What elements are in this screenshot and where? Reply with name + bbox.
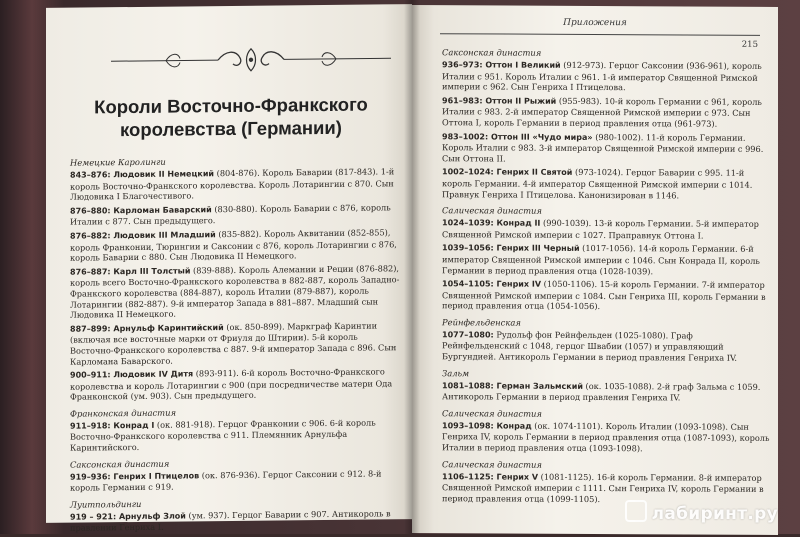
left-page [46, 4, 412, 534]
section-heading: Луитпольдинги [70, 498, 142, 510]
section-heading: Франконская династия [70, 407, 177, 419]
ruler-entry [442, 420, 772, 455]
entry-text: (1017-1056). 14-й король Германии. 6-й император Священной Римской империи с 1046. Сын Конрада II, король Германии в период правления отца (1028-1039). [442, 243, 760, 276]
left-column [70, 154, 402, 537]
ruler-entry [442, 217, 772, 241]
entry-heading: 843–876: Людовик II Немецкий [70, 169, 215, 180]
entry-text: (ок. 881-918). Герцог Франконии с 906. 6-й король Восточно-Франкского королевства с 911. Племянник Арнульфа Каринтийского. [70, 417, 376, 453]
ruler-entry [442, 167, 772, 202]
entry-text: (973-1024). Герцог Баварии с 995. 11-й король Германии. 4-й император Священной Римской империи с 1014. Правнук Генриха I Птицелова. Канонизирован в 1146. [442, 167, 753, 200]
entry-text: (980-1002). 11-й король Германии. Король Италии с 983. 3-й император Священной Римской империи с 996. Сын Оттона II. [442, 131, 764, 164]
entry-text: (955-983). 10-й король Германии с 961, король Италии с 983. 2-й император Священной Римской империи с 973. Сын Оттона I, король Германии в период правления отца (961-973). [442, 95, 762, 129]
section-heading: Немецкие Каролинги [70, 156, 166, 168]
page-number: 215 [741, 39, 758, 50]
entry-text: (ок. 1035-1088). 2-й граф Зальма с 1059. Антикороль Германии в период правления Генриха IV. [442, 380, 761, 403]
running-head-title: Приложения [563, 17, 627, 29]
entry-heading: 1106–1125: Генрих V [442, 471, 539, 482]
ruler-entry [70, 227, 402, 263]
section-heading: Саксонская династия [70, 458, 170, 470]
section-heading: Салическая династия [442, 205, 542, 216]
entry-heading: 1002–1024: Генрих II Святой [442, 167, 573, 178]
entry-text: (ок. 1074-1101). Король Италии (1093-1098). Сын Генриха IV, король Германии в период правления отца (1087-1093), король Италии в период правления отца (1093-1098). [442, 420, 770, 454]
section-heading: Салическая династия [442, 458, 542, 470]
entry-text: (ум. 937). Герцог Баварии с 907. Антикороль в правлении Генриха I. [70, 508, 391, 534]
ruler-entry [70, 202, 402, 228]
section-heading: Рейнфельденская [442, 317, 521, 328]
entry-heading: 900–911: Людовик IV Дитя [70, 369, 194, 380]
entry-text: (835-882). Король Аквитании (852-855), король Франконии, Тюрингии и Саксонии с 876, король Лотарингии с 876, король Баварии с 880. Сын Людовика II Немецкого. [70, 227, 397, 263]
entry-heading: 936–973: Оттон I Великий [442, 60, 561, 70]
entry-heading: 911–918: Конрад I [70, 420, 155, 431]
ruler-entry [442, 329, 772, 364]
entry-text: (1081-1125). 16-й король Германии. 8-й император Священной Римской империи с 1111. Сын Генриха IV, король Германии в период правления отца (1099-1105). [442, 471, 764, 504]
entry-heading: 1024–1039: Конрад II [442, 218, 541, 228]
watermark-text: лабиринт.ру [651, 504, 778, 524]
ruler-entry [70, 417, 402, 453]
right-column [442, 47, 772, 508]
entry-text: (990-1039). 13-й король Германии. 5-й император Священной Римской империи с 1027. Праправнук Оттона I. [442, 217, 759, 241]
entry-heading: 876–887: Карл III Толстый [70, 266, 191, 277]
ruler-entry [442, 59, 772, 94]
right-page [412, 5, 778, 535]
ruler-entry [70, 508, 402, 534]
entry-heading: 876–880: Карломан Баварский [70, 204, 212, 216]
entry-text: (830-880). Король Баварии с 876, король Италии с 877. Сын предыдущего. [70, 202, 391, 228]
ruler-entry [442, 95, 772, 130]
book-gutter [404, 0, 420, 534]
entry-text: (ок. 876-936). Герцог Саксонии с 912. 8-й король Германии с 919. [70, 468, 382, 493]
entry-heading: 919 – 921: Арнульф Злой [70, 511, 186, 522]
entry-heading: 983–1002: Оттон III «Чудо мира» [442, 131, 593, 142]
ruler-entry [442, 278, 772, 313]
ruler-entry [70, 366, 402, 402]
entry-heading: 1081–1088: Герман Зальмский [442, 380, 583, 391]
entry-heading: 961–983: Оттон II Рыжий [442, 95, 557, 106]
watermark [625, 500, 778, 524]
ruler-entry [70, 468, 402, 494]
ruler-entry [70, 263, 402, 320]
entry-text: Рудольф фон Рейнфельден (1025-1080). Граф Рейнфельденский с 1048, герцог Швабии (1057) и управляющий Бургундией. Антикороль Германии в период правления Генриха IV. [442, 329, 738, 363]
entry-heading: 919–936: Генрих I Птицелов [70, 470, 200, 482]
section-heading: Саксонская династия [442, 47, 542, 58]
entry-heading: 1054–1105: Генрих IV [442, 279, 542, 289]
ruler-entry [70, 166, 402, 202]
running-head [412, 17, 778, 35]
entry-text: (839-888). Король Алемании и Реции (876-882), король всего Восточно-Франкского королевства в 882-887, король Западно-Франкского королевства (884-887), король Италии (879-887), король Лотарингии (882-887). 9-й император Запада в 881–887. Младший сын Людовика II Немецкого. [70, 262, 400, 320]
entry-heading: 1093–1098: Конрад [442, 421, 532, 431]
ornament-divider [106, 44, 396, 75]
ruler-entry [442, 380, 772, 404]
entry-text: (912-973). Герцог Саксонии (936-961), король Италии с 951. Король Италии с 961. 1-й император Священной Римской империи с 962. Сын Генриха I Птицелова. [442, 59, 762, 93]
entry-text: (893-911). 6-й король Восточно-Франкского королевства и король Лотарингии с 900 (при посредничестве матери Ода Франконской (ум. 903). Сын предыдущего. [70, 366, 393, 402]
entry-heading: 876–882: Людовик III Младший [70, 230, 216, 241]
page-title: Короли Восточно-Франкского королевства (Германии) [94, 93, 368, 141]
entry-text: (1050-1106). 15-й король Германии. 7-й император Священной Римской империи с 1084. Сын Генриха III, король Германии в период правления отца (1054-1056). [442, 278, 766, 312]
header-rule [440, 33, 760, 36]
entry-text: (804-876). Король Баварии (817-843). 1-й король Восточно-Франкского королевства. Король Лотарингии с 870. Сын Людовика I Благочестивого. [70, 166, 395, 202]
labirint-logo-icon [625, 500, 647, 522]
section-heading: Зальм [442, 367, 470, 378]
ruler-entry [442, 131, 772, 166]
entry-text: (ок. 850-899). Маркграф Каринтии (включая все восточные марки от Фриуля до Штирии). 5-й король Восточно-Франкского королевства с 887. 9-й император Запада с 896. Сын Карломана Баварского. [70, 320, 397, 367]
entry-heading: 1077–1080: [442, 330, 494, 340]
ruler-entry [70, 320, 402, 367]
entry-heading: 1039–1056: Генрих III Черный [442, 243, 580, 254]
entry-heading: 887–899: Арнульф Каринтийский [70, 322, 224, 334]
ruler-entry [442, 243, 772, 278]
section-heading: Салическая династия [442, 408, 542, 419]
